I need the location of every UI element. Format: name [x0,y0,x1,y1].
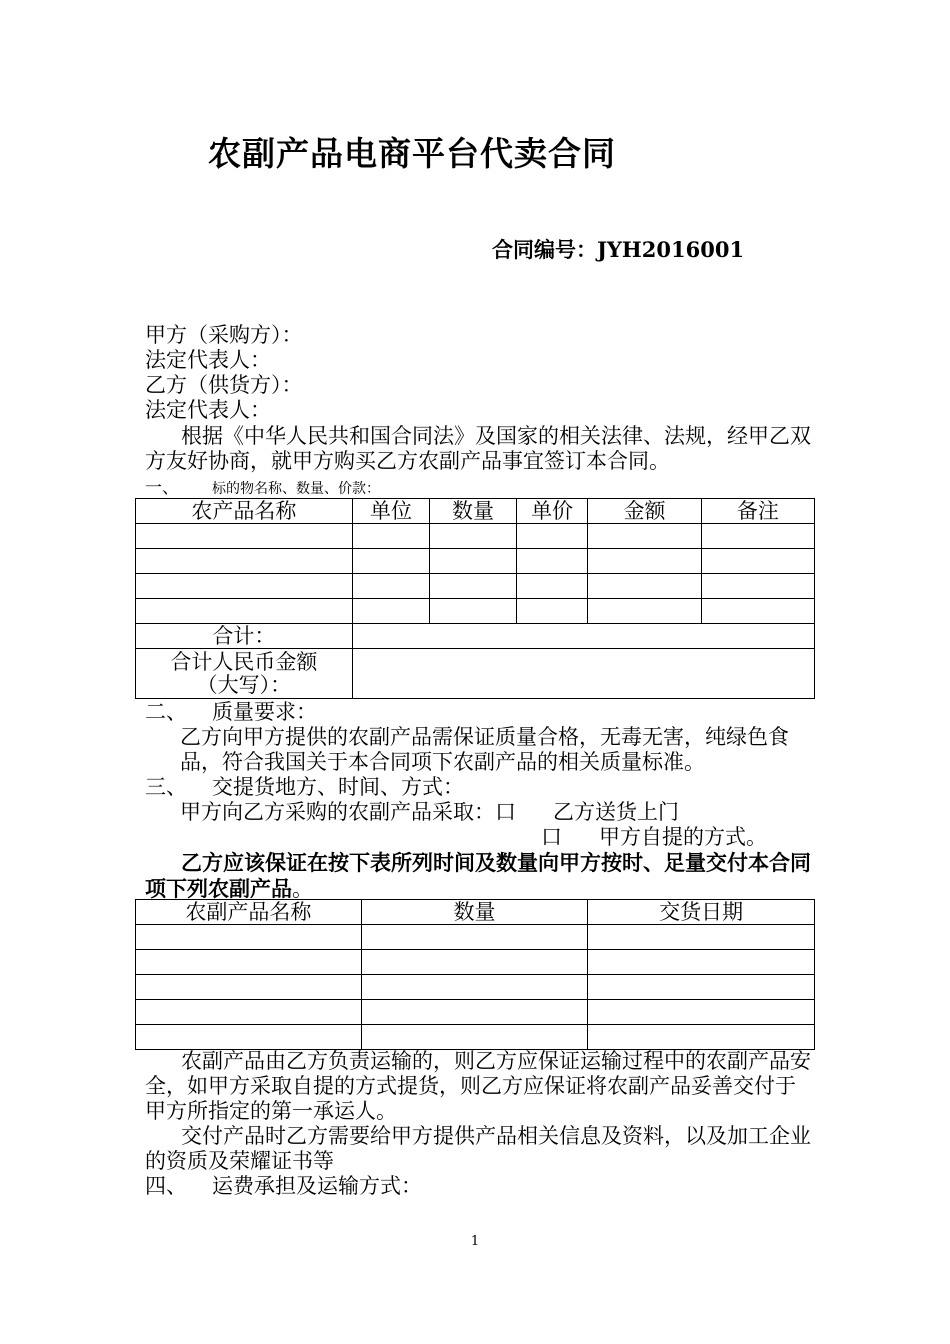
table-row [136,925,815,950]
page-number: 1 [470,1234,480,1249]
rmb-total-row [136,649,815,699]
table-cell[interactable] [136,1000,362,1025]
checkbox-seller-delivery[interactable]: 口 [495,800,516,824]
rmb-label-line-1: 合计人民币金额 [170,649,318,674]
section-2-number: 二、 [145,700,187,724]
table-cell[interactable] [588,549,701,574]
table-header-row [136,900,815,925]
table-cell[interactable] [136,524,353,549]
table-cell[interactable] [588,1025,815,1050]
table-row [136,599,815,624]
table-cell[interactable] [361,950,588,975]
table-cell[interactable] [701,599,814,624]
rep-b-line: 法定代表人： [145,398,271,422]
header-cell: 备注 [701,499,814,524]
table-cell[interactable] [136,975,362,1000]
delivery-table [135,899,815,1050]
header-cell: 数量 [430,499,516,524]
section-3-heading [145,775,464,800]
table-cell[interactable] [352,549,430,574]
table-cell[interactable] [430,524,516,549]
info-paragraph: 交付产品时乙方需要给甲方提供产品相关信息及资料，以及加工企业的资质及荣耀证书等 [145,1124,811,1173]
header-cell: 数量 [361,900,588,925]
section-4-heading [145,1174,422,1199]
rmb-total-value-cell[interactable] [352,649,814,699]
table-cell[interactable] [136,549,353,574]
document-title: 农副产品电商平台代卖合同 [208,134,616,173]
table-cell[interactable] [516,549,588,574]
section-2-label: 质量要求： [212,700,317,724]
table-row [136,574,815,599]
table-row [136,1025,815,1050]
table-row [136,950,815,975]
table-cell[interactable] [516,574,588,599]
table-cell[interactable] [136,599,353,624]
table-row [136,1000,815,1025]
contract-number: 合同编号：JYH2016001 [492,237,745,262]
table-cell[interactable] [588,524,701,549]
table-cell[interactable] [516,524,588,549]
table-cell[interactable] [352,574,430,599]
table-header-row [136,499,815,524]
delivery-method-lead: 甲方向乙方采购的农副产品采取： [180,800,495,824]
intro-paragraph: 根据《中华人民共和国合同法》及国家的相关法律、法规，经甲乙双方友好协商，就甲方购买乙方农副产品事宜签订本合同。 [145,424,811,473]
header-cell: 金额 [588,499,701,524]
party-b-line: 乙方（供货方）： [145,373,303,397]
table-cell[interactable] [588,1000,815,1025]
delivery-option-2-line [541,825,767,850]
checkbox-self-pickup[interactable]: 口 [541,825,562,849]
table-cell[interactable] [588,975,815,1000]
section-4-number: 四、 [145,1174,187,1198]
section-2-heading [145,700,317,725]
table-cell[interactable] [701,549,814,574]
total-label: 合计： [136,624,353,649]
table-cell[interactable] [352,524,430,549]
table-cell[interactable] [361,975,588,1000]
header-cell: 交货日期 [588,900,815,925]
section-1-number: 一、 [145,478,179,498]
header-cell: 农副产品名称 [136,900,362,925]
table-cell[interactable] [588,950,815,975]
header-cell: 单价 [516,499,588,524]
delivery-guarantee-text: 乙方应该保证在按下表所列时间及数量向甲方按时、足量交付本合同项下列农副产品 [145,850,811,901]
header-cell: 单位 [352,499,430,524]
table-row [136,549,815,574]
table-cell[interactable] [352,599,430,624]
table-cell[interactable] [136,574,353,599]
section-1-heading [145,476,380,499]
section-3-label: 交提货地方、时间、方式： [212,775,464,799]
table-cell[interactable] [430,549,516,574]
party-a-line: 甲方（采购方）： [145,323,303,347]
option-self-pickup: 甲方自提的方式。 [599,825,767,849]
table-cell[interactable] [136,925,362,950]
option-seller-delivery: 乙方送货上门 [553,800,679,824]
table-cell[interactable] [701,574,814,599]
delivery-guarantee-end: 。 [292,877,313,901]
delivery-guarantee-paragraph [145,850,813,902]
table-cell[interactable] [430,574,516,599]
table-cell[interactable] [588,599,701,624]
table-cell[interactable] [588,925,815,950]
table-row [136,524,815,549]
goods-table [135,498,815,699]
delivery-method-line [180,800,679,825]
rmb-total-label [136,649,353,699]
rep-a-line: 法定代表人： [145,348,271,372]
rmb-label-line-2: （大写）： [196,672,292,697]
total-value-cell[interactable] [352,624,814,649]
table-cell[interactable] [361,925,588,950]
table-cell[interactable] [136,950,362,975]
section-3-number: 三、 [145,775,187,799]
table-cell[interactable] [136,1025,362,1050]
table-cell[interactable] [430,599,516,624]
table-cell[interactable] [701,524,814,549]
total-row [136,624,815,649]
table-row [136,975,815,1000]
table-cell[interactable] [361,1000,588,1025]
section-4-label: 运费承担及运输方式： [212,1174,422,1198]
table-cell[interactable] [361,1025,588,1050]
transport-paragraph: 农副产品由乙方负责运输的，则乙方应保证运输过程中的农副产品安全，如甲方采取自提的方式提货，则乙方应保证将农副产品妥善交付于甲方所指定的第一承运人。 [145,1049,811,1123]
section-2-text: 乙方向甲方提供的农副产品需保证质量合格，无毒无害，纯绿色食品，符合我国关于本合同项下农副产品的相关质量标准。 [180,725,789,774]
section-1-label: 标的物名称、数量、价款： [212,481,380,497]
table-cell[interactable] [588,574,701,599]
header-cell: 农产品名称 [136,499,353,524]
table-cell[interactable] [516,599,588,624]
